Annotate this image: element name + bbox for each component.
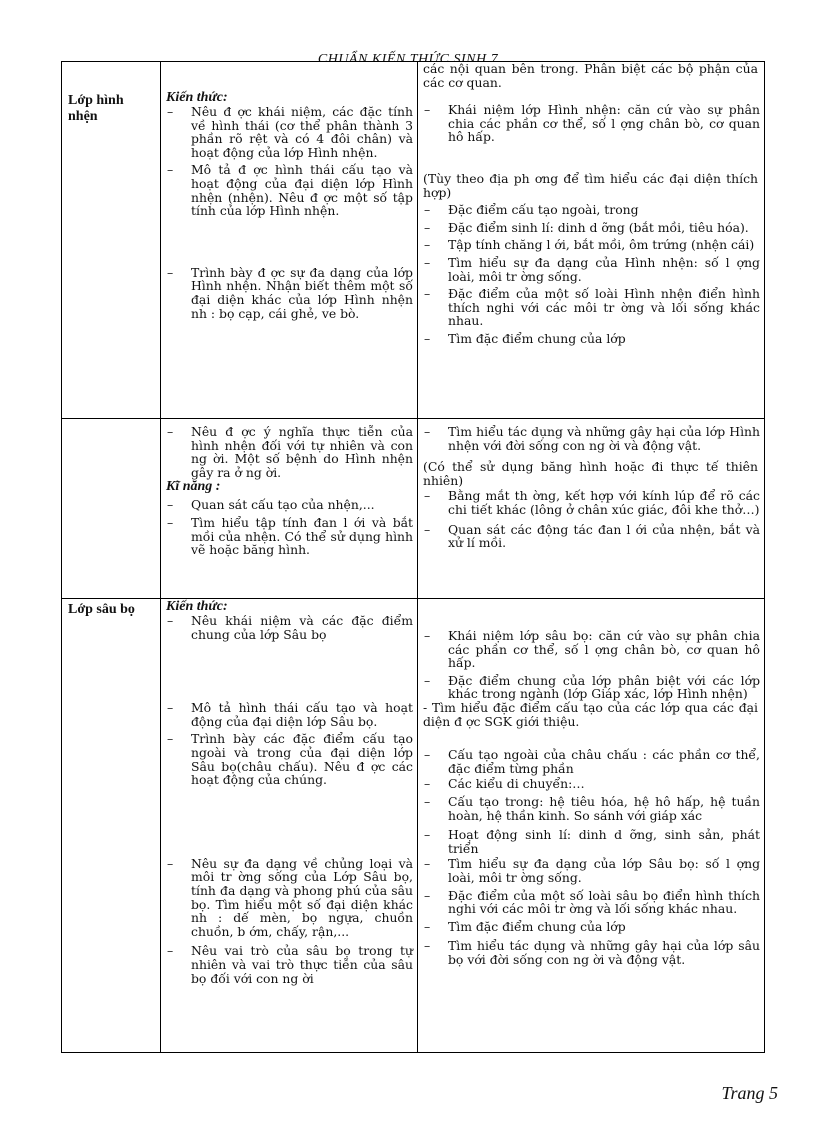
list-item: [161, 701, 417, 728]
list-item: [418, 489, 764, 516]
list-item-text: Đặc điểm cấu tạo ngoài, trong: [448, 202, 639, 218]
list-item-text: Tìm hiểu tác dụng và những gây hại của lớp sâu bọ với đời sống con ng ời và động vật.: [448, 938, 760, 967]
list-item: [161, 105, 417, 159]
section-heading: Kiến thức:: [166, 90, 228, 105]
dash-bullet-icon: –: [167, 943, 174, 959]
guidance-cell: [418, 62, 765, 419]
list-item-text: Cấu tạo trong: hệ tiêu hóa, hệ hô hấp, hệ tuần hoàn, hệ thần kinh. So sánh với giáp xác: [448, 793, 760, 823]
list-item-text: Mô tả đ ợc hình thái cấu tạo và hoạt động của đại diện lớp Hình nhện (nhện). Nêu đ ợc một số tập tính của lớp Hình nhện.: [191, 162, 413, 219]
list-item-text: Tìm hiểu tác dụng và những gây hại của lớp Hình nhện với đời sống con ng ời và động vật.: [448, 424, 760, 453]
list-item: [161, 266, 417, 320]
dash-bullet-icon: –: [424, 424, 431, 439]
list-item-text: Trình bày các đặc điểm cấu tạo ngoài và trong của đại diện lớp Sâu bọ(châu chấu). Nêu đ ợc các hoạt động của chúng.: [191, 731, 413, 788]
dash-bullet-icon: –: [424, 102, 431, 118]
table-row: [62, 599, 765, 1053]
list-item: [418, 748, 764, 775]
dash-bullet-icon: –: [424, 856, 431, 872]
list-item: [418, 238, 764, 252]
list-item-text: Tìm hiểu sự đa dạng của lớp Sâu bọ: số l ợng loài, môi tr ờng sống.: [448, 856, 760, 885]
list-item: [418, 939, 764, 966]
dash-bullet-icon: –: [424, 747, 431, 763]
dash-bullet-icon: –: [167, 613, 174, 628]
list-item-text: Khái niệm lớp Hình nhện: căn cứ vào sự phân chia các phần cơ thể, số l ợng chân bò, cơ quan hô hấp.: [448, 102, 760, 145]
list-item: [161, 163, 417, 217]
list-item-text: Quan sát các động tác đan l ới của nhện, bắt và xử lí mồi.: [448, 521, 760, 551]
list-item: [418, 889, 764, 916]
list-item-text: Hoạt động sinh lí: dinh d ỡng, sinh sản, phát triển: [448, 827, 760, 856]
list-item-text: Trình bày đ ợc sự đa dạng của lớp Hình nhện. Nhận biết thêm một số đại diện khác của lớp Hình nhện nh : bọ cạp, cái ghẻ, ve bò.: [191, 264, 413, 321]
list-item-text: Nêu đ ợc ý nghĩa thực tiễn của hình nhện đối với tự nhiên và con ng ời. Một số bệnh do Hình nhện gây ra ở ng ời.: [191, 424, 413, 480]
note-text: các nội quan bên trong. Phân biệt các bộ phận của các cơ quan.: [423, 61, 758, 90]
dash-bullet-icon: –: [424, 776, 431, 792]
list-item: [161, 614, 417, 641]
dash-bullet-icon: –: [424, 330, 431, 346]
list-item: [418, 828, 764, 855]
list-item-text: Bằng mắt th ờng, kết hợp với kính lúp để rõ các chi tiết khác (lông ở chân xúc giác, đôi khe thở…): [448, 488, 760, 517]
dash-bullet-icon: –: [424, 887, 431, 903]
list-item: [418, 920, 764, 934]
list-item-text: Cấu tạo ngoài của châu chấu : các phần cơ thể, đặc điểm từng phần: [448, 747, 760, 776]
dash-bullet-icon: –: [424, 628, 431, 643]
list-item: [161, 516, 417, 557]
topic-cell: [62, 599, 161, 1053]
dash-bullet-icon: –: [167, 497, 174, 513]
list-item: [418, 777, 764, 791]
dash-bullet-icon: –: [424, 793, 431, 809]
curriculum-table: [61, 61, 765, 1053]
dash-bullet-icon: –: [424, 521, 431, 537]
topic-cell: [62, 62, 161, 419]
section-heading: Kiến thức:: [166, 599, 228, 614]
list-item-text: Nêu đ ợc khái niệm, các đặc tính về hình thái (cơ thể phân thành 3 phần rõ rệt và có 4 đôi chân) và hoạt động của lớp Hình nhện.: [191, 104, 413, 160]
dash-bullet-icon: –: [167, 162, 174, 178]
dash-bullet-icon: –: [167, 700, 174, 716]
list-item-text: Nêu khái niệm và các đặc điểm chung của lớp Sâu bọ: [191, 613, 413, 642]
knowledge-cell: [161, 419, 418, 599]
dash-bullet-icon: –: [424, 219, 431, 235]
list-item-text: Tìm đặc điểm chung của lớp: [448, 330, 626, 346]
list-item-text: Đặc điểm của một số loài Hình nhện điển hình thích nghi với các môi tr ờng và lối sống khác nhau.: [448, 286, 760, 329]
dash-bullet-icon: –: [167, 104, 174, 119]
dash-bullet-icon: –: [167, 855, 174, 871]
guidance-cell: [418, 419, 765, 599]
dash-bullet-icon: –: [424, 827, 431, 843]
list-item: [418, 287, 764, 328]
list-item: [418, 795, 764, 822]
dash-bullet-icon: –: [167, 514, 174, 530]
dash-bullet-icon: –: [424, 938, 431, 954]
list-item-text: Tìm hiểu tập tính đan l ới và bắt mồi của nhện. Có thể sử dụng hình vẽ hoặc băng hình.: [191, 514, 413, 558]
list-item-text: Mô tả hình thái cấu tạo và hoạt động của đại diện lớp Sâu bọ.: [191, 700, 413, 729]
dash-bullet-icon: –: [424, 488, 431, 504]
knowledge-cell: [161, 599, 418, 1053]
list-item-text: Quan sát cấu tạo của nhện,...: [191, 497, 375, 513]
list-item-text: Các kiểu di chuyển:…: [448, 776, 585, 792]
page-number: Trang 5: [721, 1083, 778, 1103]
list-item: [418, 256, 764, 283]
list-item: [418, 221, 764, 235]
list-item-text: Đặc điểm chung của lớp phân biệt với các lớp khác trong ngành (lớp Giáp xác, lớp Hình nhện): [448, 672, 760, 702]
list-item: [418, 103, 764, 144]
topic-cell: [62, 419, 161, 599]
list-item-text: Tập tính chăng l ới, bắt mồi, ôm trứng (nhện cái): [448, 237, 755, 253]
note-text: - Tìm hiểu đặc điểm cấu tạo của các lớp qua các đại diện đ ợc SGK giới thiệu.: [423, 699, 758, 729]
list-item-text: Khái niệm lớp sâu bọ: căn cứ vào sự phân chia các phần cơ thể, số l ợng chân bò, cơ quan hô hấp.: [448, 628, 760, 671]
dash-bullet-icon: –: [424, 672, 431, 688]
list-item: [161, 732, 417, 786]
dash-bullet-icon: –: [167, 264, 174, 280]
list-item: [418, 523, 764, 550]
topic-label: Lớp sâu bọ: [68, 602, 135, 617]
list-item: [418, 203, 764, 217]
list-item-text: Tìm đặc điểm chung của lớp: [448, 918, 626, 934]
dash-bullet-icon: –: [424, 237, 431, 253]
topic-label: Lớp hình nhện: [68, 93, 124, 124]
list-item: [418, 674, 764, 701]
list-item-text: Nêu vai trò của sâu bọ trong tự nhiên và vai trò thực tiễn của sâu bọ đối với con ng ời: [191, 943, 413, 986]
list-item: [161, 425, 417, 479]
dash-bullet-icon: –: [424, 254, 431, 270]
dash-bullet-icon: –: [167, 424, 174, 439]
note-text: (Có thể sử dụng băng hình hoặc đi thực tế thiên nhiên): [423, 459, 758, 488]
list-item: [161, 944, 417, 985]
list-item: [161, 498, 417, 512]
knowledge-cell: [161, 62, 418, 419]
section-heading: Kĩ năng :: [166, 479, 221, 495]
dash-bullet-icon: –: [424, 202, 431, 218]
guidance-cell: [418, 599, 765, 1053]
list-item: [161, 857, 417, 939]
list-item: [418, 332, 764, 346]
list-item-text: Đặc điểm của một số loài sâu bọ điển hình thích nghi với các môi tr ờng và lối sống khác nhau.: [448, 887, 760, 917]
table-row: [62, 419, 765, 599]
dash-bullet-icon: –: [424, 918, 431, 934]
list-item-text: Nêu sự đa dạng về chủng loại và môi tr ờng sống của Lớp Sâu bọ, tính đa dạng và phong phú của sâu bọ. Tìm hiểu một số đại diện khác nh : dế mèn, bọ ngựa, chuồn chuồn, b ớm, chấy, rận,...: [191, 855, 413, 939]
list-item-text: Đặc điểm sinh lí: dinh d ỡng (bắt mồi, tiêu hóa).: [448, 219, 749, 235]
page-header: CHUẨN KIẾN THỨC SINH 7: [317, 52, 499, 62]
dash-bullet-icon: –: [424, 286, 431, 302]
table-row: [62, 62, 765, 419]
dash-bullet-icon: –: [167, 731, 174, 747]
list-item: [418, 425, 764, 452]
list-item: [418, 857, 764, 884]
list-item-text: Tìm hiểu sự đa dạng của Hình nhện: số l ợng loài, môi tr ờng sống.: [448, 254, 760, 284]
note-text: (Tùy theo địa ph ơng để tìm hiểu các đại diện thích hợp): [423, 170, 758, 200]
list-item: [418, 629, 764, 670]
